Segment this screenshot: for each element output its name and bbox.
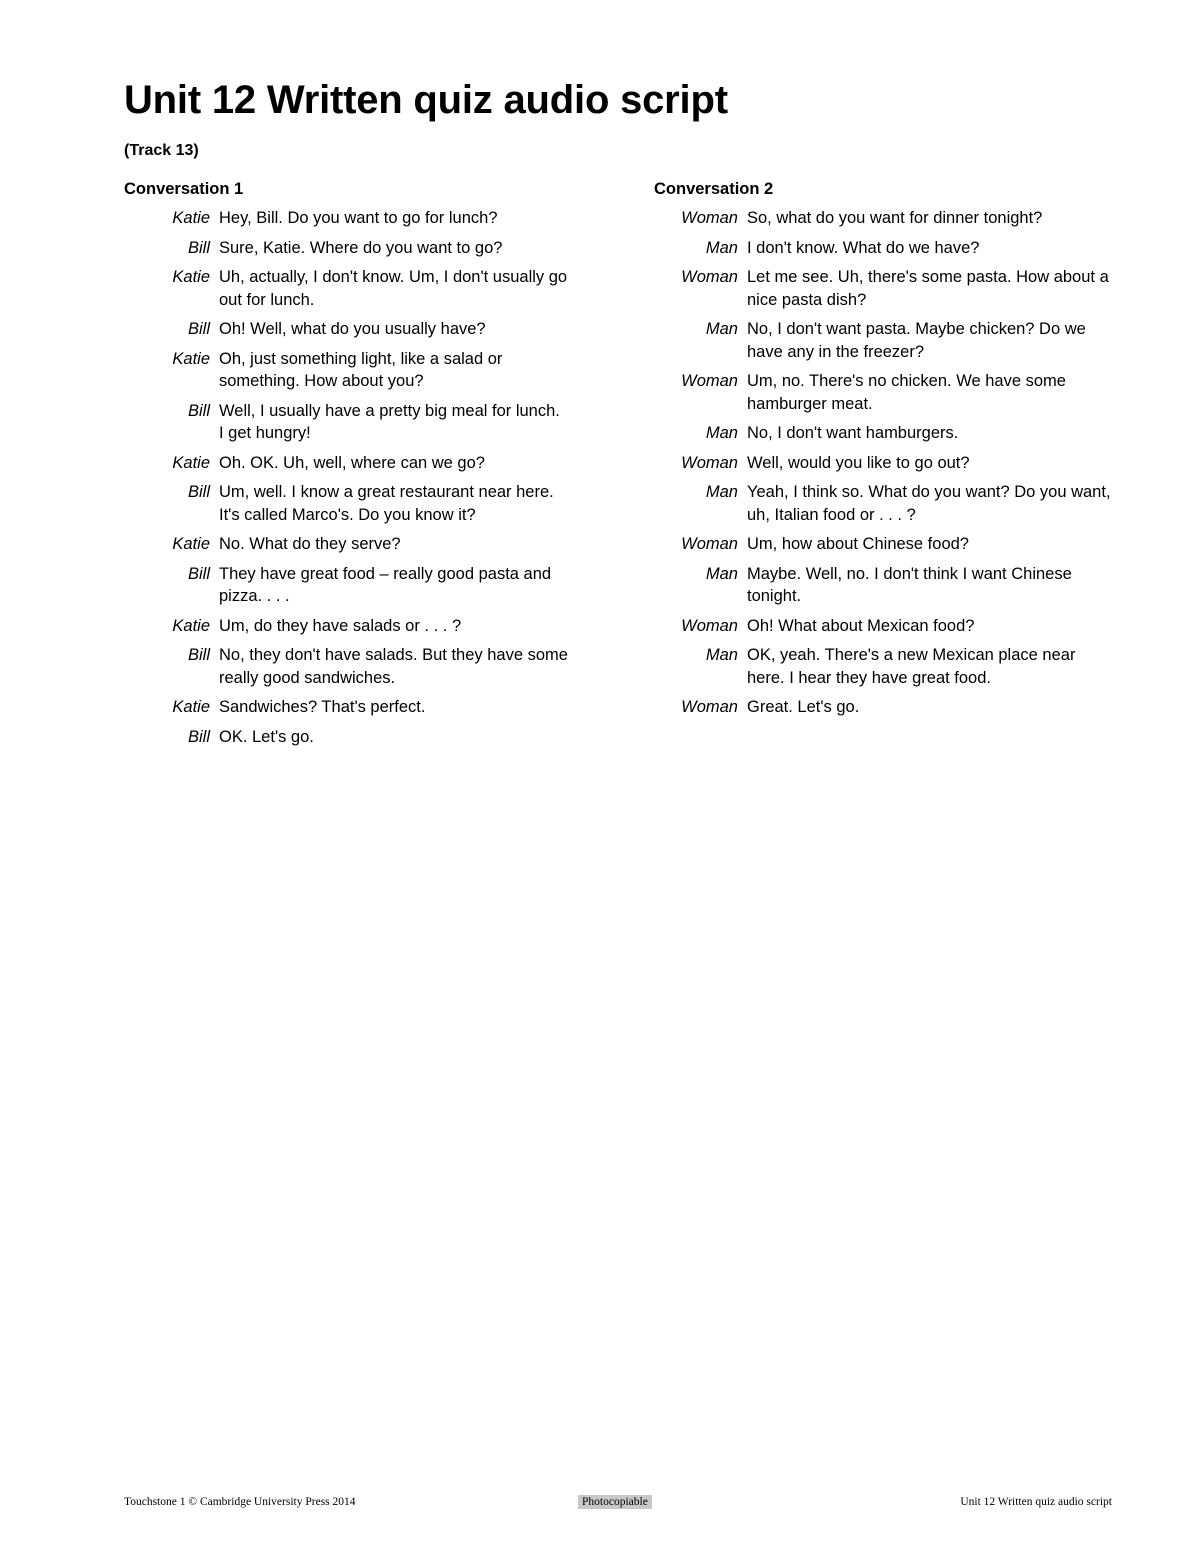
speaker-name: Katie bbox=[172, 209, 210, 227]
utterance-text: Oh. OK. Uh, well, where can we go? bbox=[219, 453, 485, 472]
page-footer bbox=[124, 1496, 1112, 1512]
dialogue-line bbox=[654, 696, 1124, 719]
dialogue-line bbox=[124, 726, 574, 749]
dialogue-line bbox=[654, 422, 1124, 445]
speaker-name: Katie bbox=[172, 349, 210, 368]
utterance-text: No, they don't have salads. But they have some really good sandwiches. bbox=[219, 646, 568, 687]
speaker-name: Bill bbox=[187, 238, 210, 257]
utterance-text: Um, no. There's no chicken. We have some hamburger meat. bbox=[747, 372, 1066, 413]
footer-page-label: Unit 12 Written quiz audio script bbox=[960, 1496, 1112, 1508]
speaker-name: Katie bbox=[172, 453, 210, 472]
speaker-name: Man bbox=[705, 483, 738, 501]
utterance-text: Um, how about Chinese food? bbox=[747, 535, 969, 553]
utterance-text: No. What do they serve? bbox=[219, 535, 401, 553]
utterance-text: Sandwiches? That's perfect. bbox=[219, 698, 426, 716]
speaker-name: Woman bbox=[681, 209, 738, 227]
utterance-text: Well, would you like to go out? bbox=[747, 453, 970, 472]
utterance-text: Yeah, I think so. What do you want? Do you want, uh, Italian food or . . . ? bbox=[747, 483, 1111, 524]
dialogue-line bbox=[654, 563, 1124, 608]
speaker-name: Bill bbox=[187, 483, 210, 501]
speaker-name: Man bbox=[705, 646, 738, 664]
utterance-text: Oh, just something light, like a salad or something. How about you? bbox=[219, 349, 503, 390]
utterance-text: They have great food – really good pasta and pizza. . . . bbox=[219, 564, 552, 605]
dialogue-line bbox=[124, 563, 574, 608]
dialogue-line bbox=[124, 452, 574, 475]
dialogue-line bbox=[654, 533, 1124, 556]
dialogue-lines bbox=[654, 207, 1124, 719]
dialogue-line bbox=[654, 370, 1124, 415]
conversation-title: Conversation 2 bbox=[654, 180, 774, 198]
dialogue-line bbox=[124, 207, 574, 230]
dialogue-line bbox=[124, 615, 574, 638]
dialogue-line bbox=[124, 318, 574, 341]
dialogue-line bbox=[654, 207, 1124, 230]
dialogue-line bbox=[654, 615, 1124, 638]
speaker-name: Woman bbox=[681, 535, 738, 553]
utterance-text: No, I don't want hamburgers. bbox=[747, 424, 959, 442]
speaker-name: Bill bbox=[187, 727, 210, 746]
utterance-text: Let me see. Uh, there's some pasta. How about a nice pasta dish? bbox=[747, 268, 1109, 309]
conversation-2 bbox=[654, 178, 1124, 726]
utterance-text: Oh! Well, what do you usually have? bbox=[219, 320, 486, 338]
utterance-text: No, I don't want pasta. Maybe chicken? Do we have any in the freezer? bbox=[747, 320, 1086, 361]
track-label: (Track 13) bbox=[124, 142, 199, 159]
speaker-name: Katie bbox=[172, 268, 210, 286]
conversation-1 bbox=[124, 178, 574, 755]
speaker-name: Man bbox=[705, 424, 738, 442]
speaker-name: Woman bbox=[681, 616, 738, 635]
speaker-name: Man bbox=[705, 564, 738, 583]
speaker-name: Woman bbox=[681, 698, 738, 716]
utterance-text: Hey, Bill. Do you want to go for lunch? bbox=[219, 209, 498, 227]
speaker-name: Katie bbox=[172, 616, 210, 635]
dialogue-line bbox=[654, 644, 1124, 689]
utterance-text: Um, well. I know a great restaurant near here. It's called Marco's. Do you know it? bbox=[219, 483, 554, 524]
utterance-text: Uh, actually, I don't know. Um, I don't usually go out for lunch. bbox=[219, 268, 568, 309]
speaker-name: Woman bbox=[681, 453, 738, 472]
utterance-text: I don't know. What do we have? bbox=[747, 238, 980, 257]
dialogue-line bbox=[124, 400, 574, 445]
dialogue-line bbox=[124, 348, 574, 393]
dialogue-line bbox=[654, 481, 1124, 526]
conversation-title: Conversation 1 bbox=[124, 180, 244, 198]
speaker-name: Woman bbox=[681, 372, 738, 390]
speaker-name: Woman bbox=[681, 268, 738, 286]
utterance-text: Great. Let's go. bbox=[747, 698, 860, 716]
utterance-text: Um, do they have salads or . . . ? bbox=[219, 616, 462, 635]
speaker-name: Bill bbox=[187, 401, 210, 420]
utterance-text: Oh! What about Mexican food? bbox=[747, 616, 975, 635]
speaker-name: Man bbox=[705, 320, 738, 338]
dialogue-line bbox=[124, 266, 574, 311]
footer-copyright: Touchstone 1 © Cambridge University Press 2014 bbox=[124, 1496, 356, 1508]
dialogue-line bbox=[654, 237, 1124, 260]
dialogue-line bbox=[124, 644, 574, 689]
speaker-name: Man bbox=[705, 238, 738, 257]
dialogue-lines bbox=[124, 207, 574, 748]
utterance-text: Maybe. Well, no. I don't think I want Chinese tonight. bbox=[747, 564, 1072, 605]
speaker-name: Bill bbox=[187, 646, 210, 664]
speaker-name: Bill bbox=[187, 320, 210, 338]
dialogue-line bbox=[124, 237, 574, 260]
speaker-name: Bill bbox=[187, 564, 210, 583]
page-title: Unit 12 Written quiz audio script bbox=[124, 78, 728, 122]
dialogue-line bbox=[124, 696, 574, 719]
speaker-name: Katie bbox=[172, 698, 210, 716]
utterance-text: So, what do you want for dinner tonight? bbox=[747, 209, 1043, 227]
utterance-text: Well, I usually have a pretty big meal for lunch. I get hungry! bbox=[219, 401, 560, 442]
footer-photocopiable-badge: Photocopiable bbox=[578, 1495, 652, 1509]
utterance-text: OK. Let's go. bbox=[219, 727, 314, 746]
speaker-name: Katie bbox=[172, 535, 210, 553]
dialogue-line bbox=[654, 318, 1124, 363]
utterance-text: OK, yeah. There's a new Mexican place near here. I hear they have great food. bbox=[747, 646, 1076, 687]
dialogue-line bbox=[124, 533, 574, 556]
dialogue-line bbox=[124, 481, 574, 526]
utterance-text: Sure, Katie. Where do you want to go? bbox=[219, 238, 503, 257]
dialogue-line bbox=[654, 452, 1124, 475]
dialogue-line bbox=[654, 266, 1124, 311]
